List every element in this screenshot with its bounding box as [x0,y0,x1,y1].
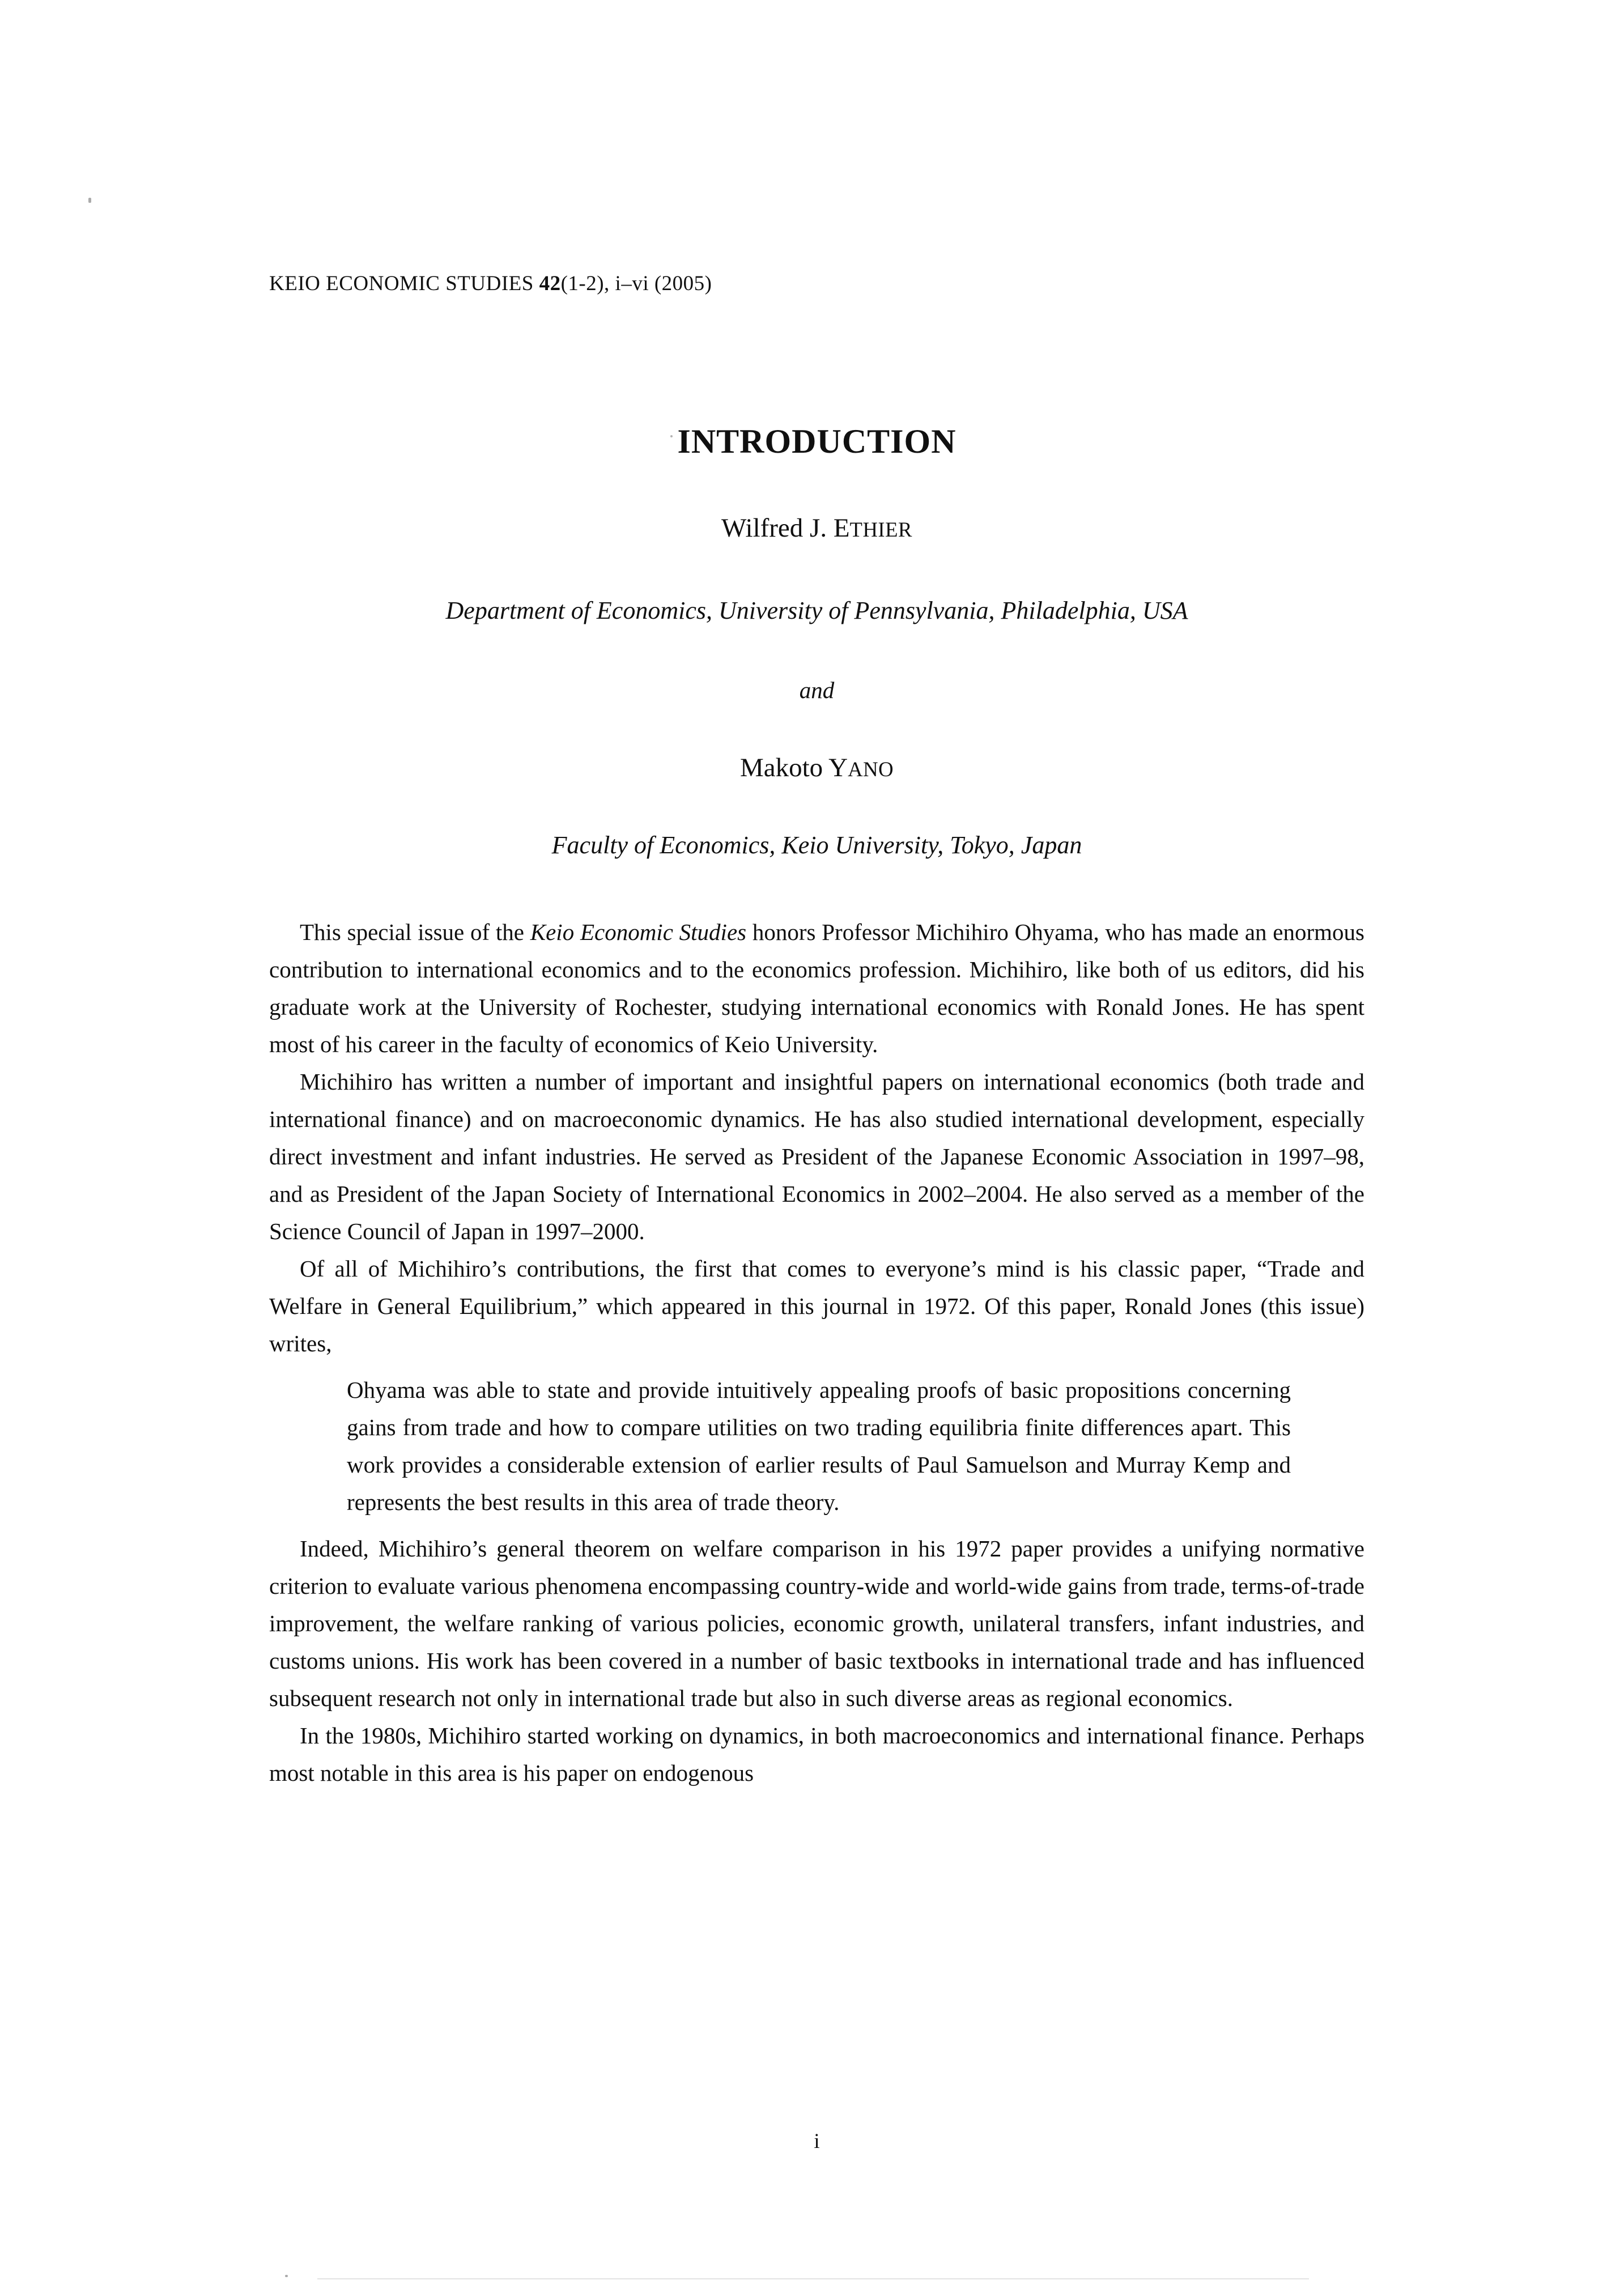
volume-number: 42 [539,272,561,295]
author-1-affiliation: Department of Economics, University of Pennsylvania, Philadelphia, USA [445,597,1188,624]
journal-title-italic: Keio Economic Studies [530,919,747,945]
author-2-name [269,752,1364,783]
author-1-name-smallcaps: THIER [849,518,912,541]
author-1-name [269,513,1364,543]
author-2-name-smallcaps: ANO [848,758,894,781]
journal-name: KEIO ECONOMIC STUDIES [269,272,539,295]
paragraph-2: Michihiro has written a number of important and insightful papers on international economics (both trade and international finance) and on macroeconomic dynamics. He has also studied international development, especially direct investment and infant industries. He served as President of the Japanese Economic Association in 1997–98, and as President of the Japan Society of International Economics in 2002–2004. He also served as a member of the Science Council of Japan in 1997–2000. [269,1069,1364,1244]
paragraph-1 [269,913,1364,1063]
author-2-affiliation: Faculty of Economics, Keio University, Tokyo, Japan [551,831,1082,859]
paragraph-3: Of all of Michihiro’s contributions, the first that comes to everyone’s mind is his classic paper, “Trade and Welfare in General Equilibrium,” which appeared in this journal in 1972. Of this paper, Ronald Jones (this issue) writes, [269,1256,1364,1356]
scan-artifact [88,198,91,203]
paragraph-1-text-cont: honors Professor Michihiro Ohyama, who has made an enormous contribution to international economics and to the economics profession. Michihiro, like both of us editors, did his graduate work at the University of Rochester, studying international economics with Ronald Jones. He has spent most of his career in the faculty of economics of Keio University. [269,919,1364,1057]
issue-pages-year: (1-2), i–vi (2005) [560,272,712,295]
article-title: INTRODUCTION [677,423,956,460]
scan-edge-line [317,2278,1309,2279]
article-body [269,913,1364,1792]
jones-block-quote: Ohyama was able to state and provide intuitively appealing proofs of basic propositions concerning gains from trade and how to compare utilities on two trading equilibria finite differences apart. This work provides a considerable extension of earlier results of Paul Samuelson and Murray Kemp and represents the best results in this area of trade theory. [347,1377,1291,1515]
paragraph-5: In the 1980s, Michihiro started working on dynamics, in both macroeconomics and international finance. Perhaps most notable in this area is his paper on endogenous [269,1722,1364,1786]
paragraph-4: Indeed, Michihiro’s general theorem on welfare comparison in his 1972 paper provides a unifying normative criterion to evaluate various phenomena encompassing country-wide and world-wide gains from trade, terms-of-trade improvement, the welfare ranking of various policies, economic growth, unilateral transfers, infant industries, and customs unions. His work has been covered in a number of basic textbooks in international trade and has influenced subsequent research not only in international trade but also in such diverse areas as regional economics. [269,1535,1364,1711]
running-head [269,271,712,296]
scan-artifact [670,435,673,437]
author-2-name-main: Makoto Y [739,753,848,782]
author-1-name-main: Wilfred J. E [721,513,850,543]
paragraph-1-text: This special issue of the [300,919,530,945]
page-number: i [814,2130,820,2153]
scan-artifact [285,2275,288,2277]
author-conjunction: and [799,677,835,703]
